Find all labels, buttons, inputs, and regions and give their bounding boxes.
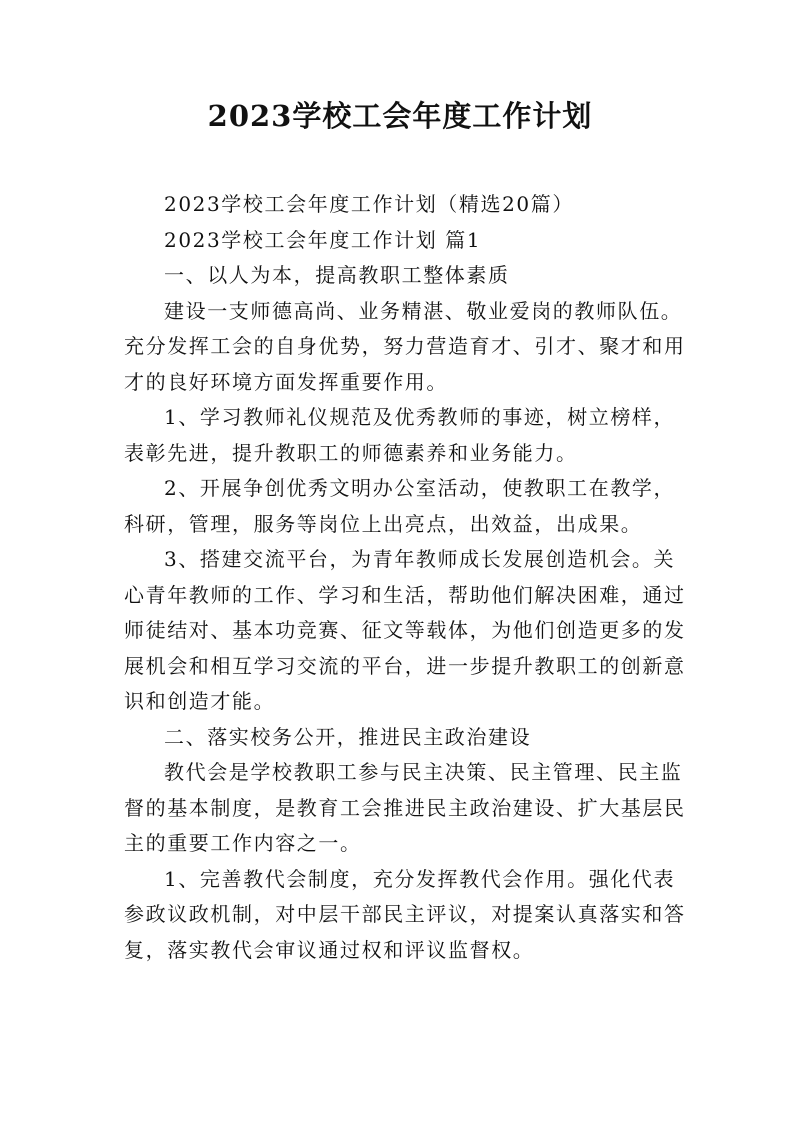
list-item: 1、学习教师礼仪规范及优秀教师的事迹，树立榜样，表彰先进，提升教职工的师德素养和业务能力。	[124, 405, 676, 465]
section-heading-2: 二、落实校务公开，推进民主政治建设	[164, 724, 532, 749]
paragraph: 教代会是学校教职工参与民主决策、民主管理、民主监督的基本制度，是教育工会推进民主政治建设、扩大基层民主的重要工作内容之一。	[124, 760, 686, 855]
list-item: 1、完善教代会制度，充分发挥教代会作用。强化代表参政议政机制，对中层干部民主评议，对提案认真落实和答复，落实教代会审议通过权和评议监督权。	[124, 866, 686, 962]
section-heading-1: 一、以人为本，提高教职工整体素质	[164, 263, 510, 287]
document-title: 2023学校工会年度工作计划	[207, 99, 593, 133]
list-item: 2、开展争创优秀文明办公室活动，使教职工在教学，科研，管理，服务等岗位上出亮点，出效益，出成果。	[124, 476, 676, 536]
paragraph: 建设一支师德高尚、业务精湛、敬业爱岗的教师队伍。充分发挥工会的自身优势，努力营造育才、引才、聚才和用才的良好环境方面发挥重要作用。	[124, 298, 686, 394]
document-body	[124, 187, 692, 968]
subtitle-line: 2023学校工会年度工作计划（精选20篇）	[164, 192, 574, 216]
article-heading: 2023学校工会年度工作计划 篇1	[164, 227, 482, 252]
list-item: 3、搭建交流平台，为青年教师成长发展创造机会。关心青年教师的工作、学习和生活，帮助他们解决困难，通过师徒结对、基本功竞赛、征文等载体，为他们创造更多的发展机会和相互学习交流的平台，进一步提升教职工的创新意识和创造才能。	[124, 547, 686, 713]
